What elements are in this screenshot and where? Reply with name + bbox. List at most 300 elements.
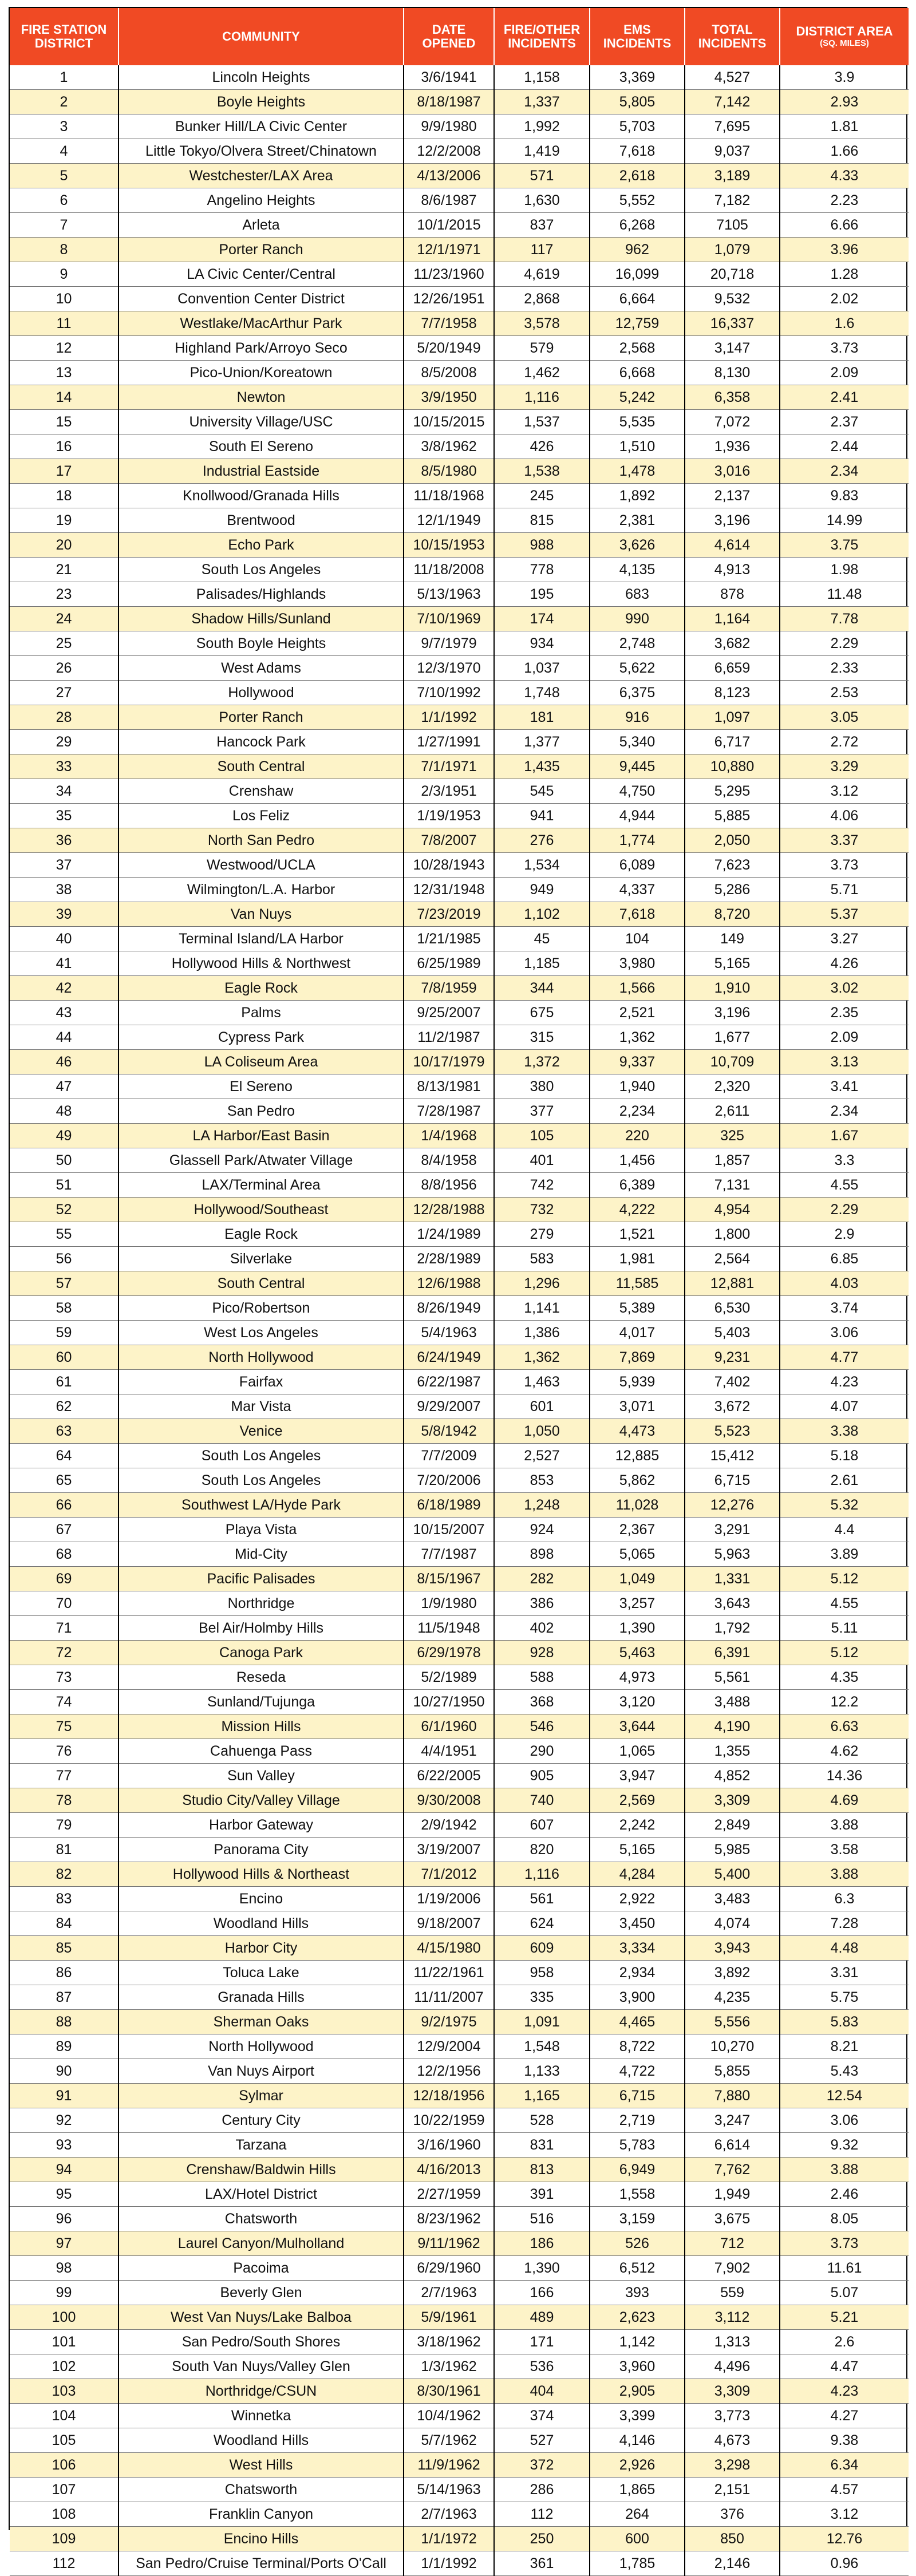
cell-district: 98 xyxy=(10,2256,119,2281)
cell-community: Van Nuys xyxy=(119,902,404,927)
cell-community: West Los Angeles xyxy=(119,1321,404,1345)
cell-date-opened: 8/5/2008 xyxy=(404,361,494,385)
cell-district-area: 2.29 xyxy=(780,631,909,656)
cell-date-opened: 10/27/1950 xyxy=(404,1690,494,1714)
cell-fire-incidents: 174 xyxy=(494,607,590,631)
cell-ems-incidents: 1,558 xyxy=(590,2182,685,2207)
cell-ems-incidents: 1,362 xyxy=(590,1025,685,1050)
cell-district-area: 3.96 xyxy=(780,238,909,262)
cell-ems-incidents: 2,618 xyxy=(590,164,685,188)
cell-total-incidents: 1,097 xyxy=(685,705,780,730)
cell-community: Wilmington/L.A. Harbor xyxy=(119,878,404,902)
cell-fire-incidents: 528 xyxy=(494,2108,590,2133)
cell-district-area: 2.02 xyxy=(780,287,909,311)
cell-date-opened: 7/28/1987 xyxy=(404,1099,494,1124)
cell-community: Bel Air/Holmby Hills xyxy=(119,1616,404,1641)
cell-date-opened: 12/26/1951 xyxy=(404,287,494,311)
cell-fire-incidents: 928 xyxy=(494,1641,590,1665)
cell-date-opened: 1/3/1962 xyxy=(404,2354,494,2379)
cell-community: Canoga Park xyxy=(119,1641,404,1665)
cell-community: Crenshaw/Baldwin Hills xyxy=(119,2158,404,2182)
cell-fire-incidents: 988 xyxy=(494,533,590,558)
cell-date-opened: 10/22/1959 xyxy=(404,2108,494,2133)
cell-community: Terminal Island/LA Harbor xyxy=(119,927,404,951)
table-row xyxy=(10,434,909,459)
cell-community: Beverly Glen xyxy=(119,2281,404,2305)
cell-district-area: 4.69 xyxy=(780,1788,909,1813)
cell-community: Century City xyxy=(119,2108,404,2133)
cell-date-opened: 2/3/1951 xyxy=(404,779,494,804)
header-district: FIRE STATION DISTRICT xyxy=(10,8,119,65)
cell-fire-incidents: 813 xyxy=(494,2158,590,2182)
cell-district: 84 xyxy=(10,1911,119,1936)
cell-ems-incidents: 7,618 xyxy=(590,139,685,164)
cell-district-area: 5.12 xyxy=(780,1567,909,1591)
cell-total-incidents: 3,309 xyxy=(685,2379,780,2404)
cell-district: 63 xyxy=(10,1419,119,1444)
cell-total-incidents: 1,800 xyxy=(685,1222,780,1247)
cell-total-incidents: 3,291 xyxy=(685,1518,780,1542)
cell-fire-incidents: 624 xyxy=(494,1911,590,1936)
cell-community: West Van Nuys/Lake Balboa xyxy=(119,2305,404,2330)
table-row xyxy=(10,213,909,238)
cell-district: 101 xyxy=(10,2330,119,2354)
cell-total-incidents: 1,331 xyxy=(685,1567,780,1591)
cell-fire-incidents: 1,116 xyxy=(494,1862,590,1887)
cell-ems-incidents: 3,159 xyxy=(590,2207,685,2231)
cell-district-area: 2.93 xyxy=(780,90,909,114)
cell-district-area: 3.3 xyxy=(780,1148,909,1173)
cell-district-area: 4.55 xyxy=(780,1591,909,1616)
cell-total-incidents: 1,936 xyxy=(685,434,780,459)
cell-district-area: 4.27 xyxy=(780,2404,909,2428)
cell-district: 108 xyxy=(10,2502,119,2527)
cell-community: Brentwood xyxy=(119,508,404,533)
cell-date-opened: 7/20/2006 xyxy=(404,1468,494,1493)
cell-date-opened: 6/22/1987 xyxy=(404,1370,494,1394)
cell-district: 65 xyxy=(10,1468,119,1493)
cell-date-opened: 7/23/2019 xyxy=(404,902,494,927)
cell-district: 107 xyxy=(10,2478,119,2502)
cell-district: 37 xyxy=(10,853,119,878)
cell-district: 87 xyxy=(10,1985,119,2010)
cell-fire-incidents: 1,116 xyxy=(494,385,590,410)
cell-district: 41 xyxy=(10,951,119,976)
cell-fire-incidents: 609 xyxy=(494,1936,590,1961)
cell-fire-incidents: 1,248 xyxy=(494,1493,590,1518)
cell-fire-incidents: 1,748 xyxy=(494,681,590,705)
cell-district: 19 xyxy=(10,508,119,533)
cell-district-area: 3.58 xyxy=(780,1838,909,1862)
cell-total-incidents: 1,949 xyxy=(685,2182,780,2207)
cell-date-opened: 9/30/2008 xyxy=(404,1788,494,1813)
cell-ems-incidents: 3,399 xyxy=(590,2404,685,2428)
cell-total-incidents: 1,857 xyxy=(685,1148,780,1173)
cell-ems-incidents: 3,644 xyxy=(590,1714,685,1739)
cell-ems-incidents: 104 xyxy=(590,927,685,951)
cell-fire-incidents: 374 xyxy=(494,2404,590,2428)
cell-community: Pico-Union/Koreatown xyxy=(119,361,404,385)
cell-district: 51 xyxy=(10,1173,119,1198)
cell-community: Playa Vista xyxy=(119,1518,404,1542)
cell-date-opened: 1/4/1968 xyxy=(404,1124,494,1148)
table-row xyxy=(10,459,909,484)
table-row xyxy=(10,656,909,681)
cell-total-incidents: 2,151 xyxy=(685,2478,780,2502)
cell-district: 8 xyxy=(10,238,119,262)
cell-ems-incidents: 3,900 xyxy=(590,1985,685,2010)
table-row xyxy=(10,927,909,951)
cell-district-area: 2.33 xyxy=(780,656,909,681)
cell-district-area: 4.06 xyxy=(780,804,909,828)
cell-ems-incidents: 1,940 xyxy=(590,1074,685,1099)
cell-fire-incidents: 1,992 xyxy=(494,114,590,139)
table-row xyxy=(10,164,909,188)
cell-community: Mar Vista xyxy=(119,1394,404,1419)
table-row xyxy=(10,1788,909,1813)
cell-fire-incidents: 941 xyxy=(494,804,590,828)
cell-fire-incidents: 740 xyxy=(494,1788,590,1813)
table-row xyxy=(10,1862,909,1887)
cell-total-incidents: 7,762 xyxy=(685,2158,780,2182)
cell-fire-incidents: 250 xyxy=(494,2527,590,2551)
cell-community: University Village/USC xyxy=(119,410,404,434)
cell-district-area: 11.61 xyxy=(780,2256,909,2281)
cell-date-opened: 12/9/2004 xyxy=(404,2034,494,2059)
cell-fire-incidents: 290 xyxy=(494,1739,590,1764)
cell-total-incidents: 6,391 xyxy=(685,1641,780,1665)
cell-ems-incidents: 2,367 xyxy=(590,1518,685,1542)
cell-date-opened: 9/29/2007 xyxy=(404,1394,494,1419)
table-row xyxy=(10,1222,909,1247)
cell-district-area: 2.29 xyxy=(780,1198,909,1222)
cell-district-area: 4.23 xyxy=(780,2379,909,2404)
cell-date-opened: 7/8/1959 xyxy=(404,976,494,1001)
table-row xyxy=(10,2158,909,2182)
cell-ems-incidents: 4,337 xyxy=(590,878,685,902)
cell-district: 105 xyxy=(10,2428,119,2453)
cell-community: South Los Angeles xyxy=(119,1468,404,1493)
cell-date-opened: 1/9/1980 xyxy=(404,1591,494,1616)
cell-total-incidents: 16,337 xyxy=(685,311,780,336)
cell-date-opened: 3/16/1960 xyxy=(404,2133,494,2158)
table-row xyxy=(10,1198,909,1222)
cell-community: San Pedro/South Shores xyxy=(119,2330,404,2354)
cell-community: San Pedro/Cruise Terminal/Ports O'Call xyxy=(119,2551,404,2576)
cell-district-area: 1.67 xyxy=(780,1124,909,1148)
table-row xyxy=(10,484,909,508)
cell-district-area: 3.37 xyxy=(780,828,909,853)
cell-district: 109 xyxy=(10,2527,119,2551)
cell-total-incidents: 3,196 xyxy=(685,1001,780,1025)
cell-date-opened: 3/18/1962 xyxy=(404,2330,494,2354)
cell-community: South Los Angeles xyxy=(119,1444,404,1468)
cell-ems-incidents: 3,257 xyxy=(590,1591,685,1616)
cell-ems-incidents: 2,623 xyxy=(590,2305,685,2330)
table-row xyxy=(10,2281,909,2305)
table-row xyxy=(10,90,909,114)
cell-community: Encino Hills xyxy=(119,2527,404,2551)
cell-district-area: 2.53 xyxy=(780,681,909,705)
cell-fire-incidents: 1,419 xyxy=(494,139,590,164)
cell-district-area: 2.23 xyxy=(780,188,909,213)
table-row xyxy=(10,287,909,311)
cell-district: 85 xyxy=(10,1936,119,1961)
table-row xyxy=(10,902,909,927)
cell-fire-incidents: 1,185 xyxy=(494,951,590,976)
cell-fire-incidents: 245 xyxy=(494,484,590,508)
cell-district-area: 3.73 xyxy=(780,336,909,361)
cell-fire-incidents: 489 xyxy=(494,2305,590,2330)
cell-district: 103 xyxy=(10,2379,119,2404)
cell-date-opened: 10/15/1953 xyxy=(404,533,494,558)
cell-district-area: 3.74 xyxy=(780,1296,909,1321)
cell-fire-incidents: 607 xyxy=(494,1813,590,1838)
cell-community: Palisades/Highlands xyxy=(119,582,404,607)
cell-ems-incidents: 4,722 xyxy=(590,2059,685,2084)
cell-community: Little Tokyo/Olvera Street/Chinatown xyxy=(119,139,404,164)
cell-district: 2 xyxy=(10,90,119,114)
cell-district: 1 xyxy=(10,65,119,90)
cell-date-opened: 1/21/1985 xyxy=(404,927,494,951)
cell-district: 93 xyxy=(10,2133,119,2158)
cell-ems-incidents: 2,381 xyxy=(590,508,685,533)
cell-community: South El Sereno xyxy=(119,434,404,459)
cell-fire-incidents: 45 xyxy=(494,927,590,951)
header-date-opened: DATE OPENED xyxy=(404,8,494,65)
cell-ems-incidents: 683 xyxy=(590,582,685,607)
cell-district-area: 1.28 xyxy=(780,262,909,287)
cell-district-area: 1.6 xyxy=(780,311,909,336)
cell-total-incidents: 2,320 xyxy=(685,1074,780,1099)
cell-ems-incidents: 2,748 xyxy=(590,631,685,656)
cell-ems-incidents: 1,456 xyxy=(590,1148,685,1173)
cell-ems-incidents: 5,165 xyxy=(590,1838,685,1862)
cell-ems-incidents: 3,960 xyxy=(590,2354,685,2379)
cell-district: 42 xyxy=(10,976,119,1001)
table-row xyxy=(10,2084,909,2108)
cell-district: 47 xyxy=(10,1074,119,1099)
cell-district: 73 xyxy=(10,1665,119,1690)
cell-date-opened: 2/27/1959 xyxy=(404,2182,494,2207)
table-row xyxy=(10,1714,909,1739)
cell-date-opened: 11/9/1962 xyxy=(404,2453,494,2478)
cell-district: 64 xyxy=(10,1444,119,1468)
cell-total-incidents: 559 xyxy=(685,2281,780,2305)
cell-total-incidents: 3,298 xyxy=(685,2453,780,2478)
cell-community: Westlake/MacArthur Park xyxy=(119,311,404,336)
cell-fire-incidents: 1,296 xyxy=(494,1271,590,1296)
cell-district: 95 xyxy=(10,2182,119,2207)
cell-date-opened: 2/28/1989 xyxy=(404,1247,494,1271)
cell-community: Chatsworth xyxy=(119,2207,404,2231)
cell-date-opened: 2/9/1942 xyxy=(404,1813,494,1838)
cell-total-incidents: 5,523 xyxy=(685,1419,780,1444)
cell-district-area: 14.36 xyxy=(780,1764,909,1788)
cell-district-area: 4.03 xyxy=(780,1271,909,1296)
cell-community: Mid-City xyxy=(119,1542,404,1567)
cell-community: Porter Ranch xyxy=(119,705,404,730)
cell-total-incidents: 6,614 xyxy=(685,2133,780,2158)
cell-community: Hollywood Hills & Northeast xyxy=(119,1862,404,1887)
cell-community: Toluca Lake xyxy=(119,1961,404,1985)
cell-total-incidents: 7,072 xyxy=(685,410,780,434)
cell-district-area: 2.35 xyxy=(780,1001,909,1025)
cell-district-area: 4.26 xyxy=(780,951,909,976)
cell-community: Pico/Robertson xyxy=(119,1296,404,1321)
cell-fire-incidents: 516 xyxy=(494,2207,590,2231)
cell-total-incidents: 9,532 xyxy=(685,287,780,311)
table-row xyxy=(10,385,909,410)
table-row xyxy=(10,1345,909,1370)
cell-fire-incidents: 401 xyxy=(494,1148,590,1173)
cell-district-area: 14.99 xyxy=(780,508,909,533)
cell-fire-incidents: 1,141 xyxy=(494,1296,590,1321)
cell-date-opened: 1/1/1992 xyxy=(404,705,494,730)
cell-district-area: 2.61 xyxy=(780,1468,909,1493)
cell-date-opened: 7/1/2012 xyxy=(404,1862,494,1887)
table-row xyxy=(10,336,909,361)
cell-district-area: 6.85 xyxy=(780,1247,909,1271)
table-row xyxy=(10,2182,909,2207)
cell-community: Crenshaw xyxy=(119,779,404,804)
cell-date-opened: 3/8/1962 xyxy=(404,434,494,459)
cell-ems-incidents: 4,465 xyxy=(590,2010,685,2034)
cell-district: 10 xyxy=(10,287,119,311)
table-row xyxy=(10,1271,909,1296)
table-row xyxy=(10,681,909,705)
cell-community: Eagle Rock xyxy=(119,1222,404,1247)
cell-fire-incidents: 831 xyxy=(494,2133,590,2158)
table-row xyxy=(10,2034,909,2059)
cell-fire-incidents: 1,372 xyxy=(494,1050,590,1074)
table-row xyxy=(10,2453,909,2478)
cell-ems-incidents: 1,785 xyxy=(590,2551,685,2576)
cell-ems-incidents: 4,135 xyxy=(590,558,685,582)
cell-total-incidents: 8,130 xyxy=(685,361,780,385)
cell-district: 96 xyxy=(10,2207,119,2231)
cell-date-opened: 6/22/2005 xyxy=(404,1764,494,1788)
table-row xyxy=(10,1911,909,1936)
cell-fire-incidents: 105 xyxy=(494,1124,590,1148)
cell-fire-incidents: 4,619 xyxy=(494,262,590,287)
cell-date-opened: 9/7/1979 xyxy=(404,631,494,656)
cell-total-incidents: 4,913 xyxy=(685,558,780,582)
table-row xyxy=(10,1567,909,1591)
cell-fire-incidents: 958 xyxy=(494,1961,590,1985)
cell-district: 78 xyxy=(10,1788,119,1813)
cell-fire-incidents: 1,050 xyxy=(494,1419,590,1444)
table-row xyxy=(10,533,909,558)
cell-ems-incidents: 5,065 xyxy=(590,1542,685,1567)
cell-fire-incidents: 934 xyxy=(494,631,590,656)
cell-date-opened: 5/14/1963 xyxy=(404,2478,494,2502)
cell-ems-incidents: 1,774 xyxy=(590,828,685,853)
cell-total-incidents: 1,910 xyxy=(685,976,780,1001)
cell-date-opened: 9/18/2007 xyxy=(404,1911,494,1936)
cell-district-area: 5.32 xyxy=(780,1493,909,1518)
header-ems-incidents: EMS INCIDENTS xyxy=(590,8,685,65)
cell-total-incidents: 2,146 xyxy=(685,2551,780,2576)
table-row xyxy=(10,1370,909,1394)
cell-ems-incidents: 600 xyxy=(590,2527,685,2551)
cell-community: Laurel Canyon/Mulholland xyxy=(119,2231,404,2256)
cell-district: 74 xyxy=(10,1690,119,1714)
table-row xyxy=(10,2256,909,2281)
cell-date-opened: 5/7/1962 xyxy=(404,2428,494,2453)
table-row xyxy=(10,114,909,139)
table-row xyxy=(10,65,909,90)
cell-total-incidents: 20,718 xyxy=(685,262,780,287)
table-row xyxy=(10,139,909,164)
cell-date-opened: 12/28/1988 xyxy=(404,1198,494,1222)
cell-district: 15 xyxy=(10,410,119,434)
cell-district: 44 xyxy=(10,1025,119,1050)
cell-community: Sun Valley xyxy=(119,1764,404,1788)
cell-date-opened: 12/2/1956 xyxy=(404,2059,494,2084)
cell-district: 23 xyxy=(10,582,119,607)
cell-total-incidents: 3,682 xyxy=(685,631,780,656)
table-row xyxy=(10,1591,909,1616)
cell-date-opened: 7/1/1971 xyxy=(404,754,494,779)
cell-community: Industrial Eastside xyxy=(119,459,404,484)
cell-district-area: 2.37 xyxy=(780,410,909,434)
table-row xyxy=(10,1887,909,1911)
cell-total-incidents: 6,530 xyxy=(685,1296,780,1321)
cell-fire-incidents: 404 xyxy=(494,2379,590,2404)
table-row xyxy=(10,705,909,730)
cell-district-area: 3.06 xyxy=(780,2108,909,2133)
cell-district: 43 xyxy=(10,1001,119,1025)
cell-ems-incidents: 4,017 xyxy=(590,1321,685,1345)
cell-district: 82 xyxy=(10,1862,119,1887)
table-row xyxy=(10,1838,909,1862)
cell-date-opened: 9/2/1975 xyxy=(404,2010,494,2034)
cell-community: Pacoima xyxy=(119,2256,404,2281)
cell-district: 83 xyxy=(10,1887,119,1911)
cell-ems-incidents: 6,715 xyxy=(590,2084,685,2108)
table-row xyxy=(10,262,909,287)
cell-fire-incidents: 536 xyxy=(494,2354,590,2379)
cell-total-incidents: 3,147 xyxy=(685,336,780,361)
table-row xyxy=(10,607,909,631)
cell-district-area: 4.77 xyxy=(780,1345,909,1370)
cell-district: 34 xyxy=(10,779,119,804)
cell-total-incidents: 7,623 xyxy=(685,853,780,878)
cell-date-opened: 12/6/1988 xyxy=(404,1271,494,1296)
cell-fire-incidents: 1,548 xyxy=(494,2034,590,2059)
cell-fire-incidents: 1,158 xyxy=(494,65,590,90)
cell-ems-incidents: 2,926 xyxy=(590,2453,685,2478)
cell-date-opened: 7/8/2007 xyxy=(404,828,494,853)
table-row xyxy=(10,1050,909,1074)
cell-date-opened: 5/20/1949 xyxy=(404,336,494,361)
cell-community: Woodland Hills xyxy=(119,1911,404,1936)
cell-fire-incidents: 112 xyxy=(494,2502,590,2527)
cell-ems-incidents: 6,512 xyxy=(590,2256,685,2281)
cell-ems-incidents: 7,869 xyxy=(590,1345,685,1370)
cell-district-area: 5.83 xyxy=(780,2010,909,2034)
cell-ems-incidents: 4,146 xyxy=(590,2428,685,2453)
table-row xyxy=(10,1296,909,1321)
cell-community: Harbor Gateway xyxy=(119,1813,404,1838)
cell-total-incidents: 6,717 xyxy=(685,730,780,754)
cell-ems-incidents: 5,862 xyxy=(590,1468,685,1493)
cell-district-area: 8.21 xyxy=(780,2034,909,2059)
table-row xyxy=(10,1542,909,1567)
cell-community: North San Pedro xyxy=(119,828,404,853)
cell-district: 56 xyxy=(10,1247,119,1271)
